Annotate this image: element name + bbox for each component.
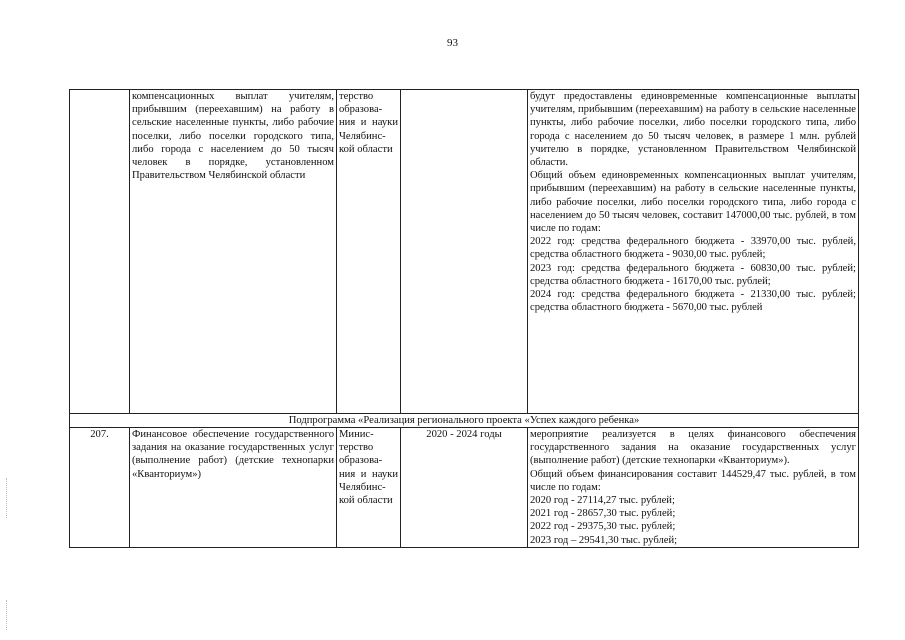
term-cell: 2020 - 2024 годы [401,428,528,548]
scan-margin-marks-lower [6,600,9,630]
table-row [70,428,859,548]
description-cell [528,90,859,414]
description-cell [528,428,859,548]
page-number: 93 [447,37,458,49]
description-paragraph: Общий объем финансирования составит 144529,47 тыс. рублей, в том числе по годам: [530,468,856,493]
table-row [70,90,859,414]
term-cell [401,90,528,414]
subprogram-row [70,414,859,428]
description-paragraph: 2020 год - 27114,27 тыс. рублей; [530,495,675,507]
event-cell: Финансовое обеспечение государственного задания на оказание государственных услуг (выполнение работ) (детские технопарки «Кванториум») [130,428,337,548]
description-paragraph: 2022 год: средства федерального бюджета - 33970,00 тыс. рублей, средства областного бюджета - 9030,00 тыс. рублей; [530,236,856,261]
description-paragraph: 2021 год - 28657,30 тыс. рублей; [530,508,676,520]
description-paragraph: мероприятие реализуется в целях финансового обеспечения государственного задания на оказание государственных услуг (выполнение работ) (детские технопарки «Кванториум»). [530,429,856,467]
event-cell: компенсационных выплат учителям, прибывшим (переехавшим) на работу в сельские населенные пункты, либо рабочие поселки, либо поселки городского типа, либо города с населением до 50 тысяч человек в порядке, установленном Правительством Челябинской области [130,90,337,414]
row-number-cell [70,90,130,414]
program-table [69,89,859,548]
description-paragraph: 2023 год – 29541,30 тыс. рублей; [530,534,678,546]
description-paragraph: 2022 год - 29375,30 тыс. рублей; [530,521,676,533]
description-paragraph: 2024 год: средства федерального бюджета - 21330,00 тыс. рублей; средства областного бюджета - 5670,00 тыс. рублей [530,289,856,314]
description-paragraph: будут предоставлены единовременные компенсационные выплаты учителям, прибывшим (переехавшим) на работу в сельские населенные пункты, либо рабочие поселки, либо поселки городского типа, либо города с населением до 50 тысяч человек, в размере 1 млн. рублей учителю в порядке, установленном Правительством Челябинской области. [530,91,856,169]
description-paragraph: 2023 год: средства федерального бюджета - 60830,00 тыс. рублей; средства областного бюджета - 16170,00 тыс. рублей; [530,262,856,287]
subprogram-title: Подпрограмма «Реализация регионального проекта «Успех каждого ребенка» [70,414,859,428]
description-paragraph: Общий объем единовременных компенсационных выплат учителям, прибывшим (переехавшим) на работу в сельские населенные пункты, либо рабочие поселки, либо поселки городского типа, либо города с населением до 50 тысяч человек, составит 147000,00 тыс. рублей, в том числе по годам: [530,170,856,235]
row-number-cell: 207. [70,428,130,548]
scan-margin-marks [6,478,9,518]
executor-cell: Минис-терство образова-ния и науки Челябинс-кой области [337,428,401,548]
executor-cell: терство образова-ния и науки Челябинс-кой области [337,90,401,414]
